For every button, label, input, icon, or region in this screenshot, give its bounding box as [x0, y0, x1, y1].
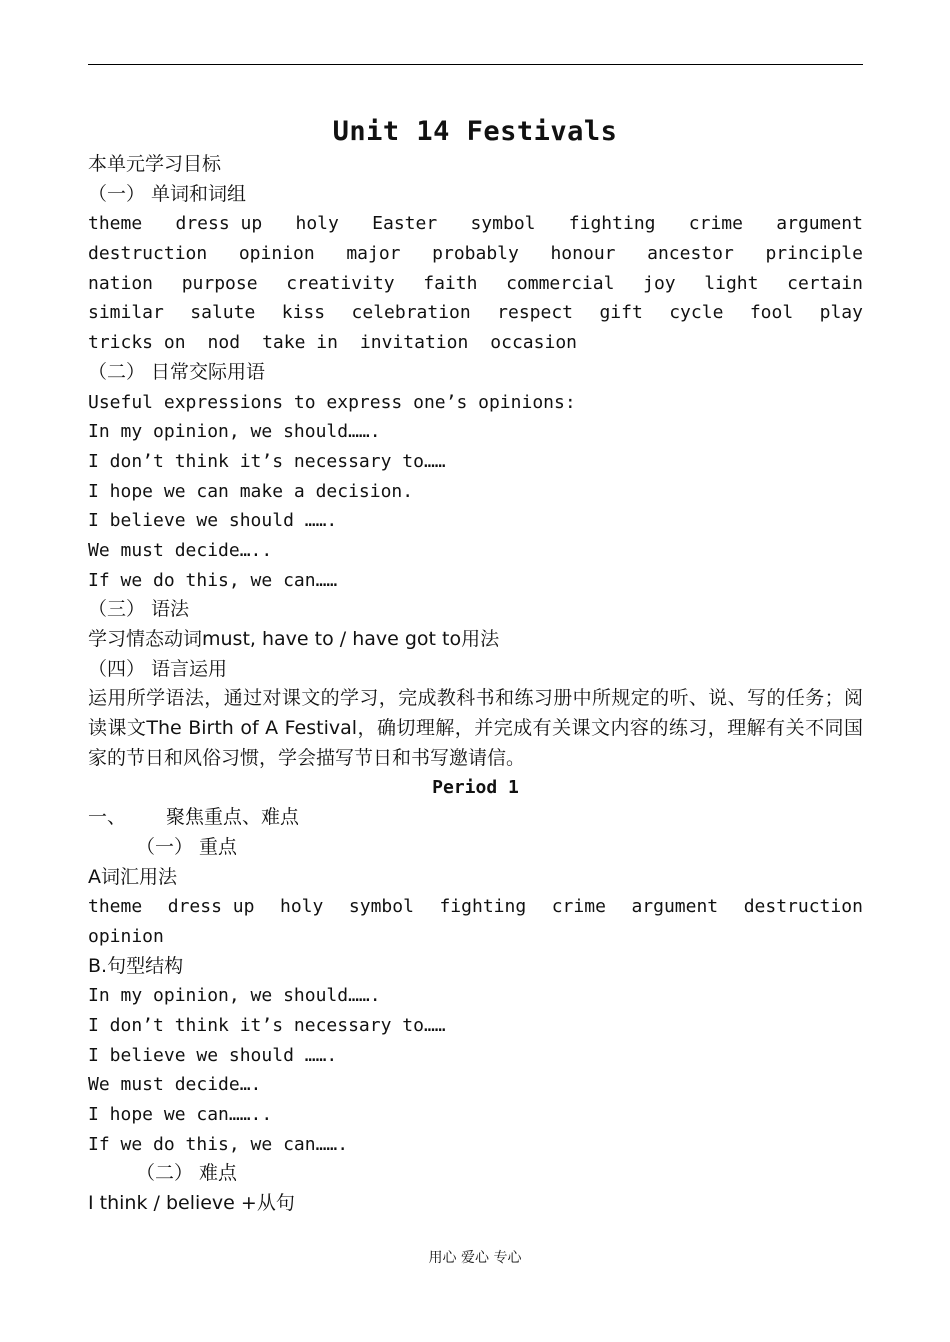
usage-paragraph: 运用所学语法，通过对课文的学习，完成教科书和练习册中所规定的听、说、写的任务；阅读课文The Birth of A Festival，确切理解，并完成有关课文内容的练习，理解有关不同国家的节日和风俗习惯，学会描写节日和书写邀请信。: [88, 687, 863, 769]
vocab-word: creativity: [286, 272, 395, 294]
vocab-word: nation: [88, 272, 154, 294]
document-body: [88, 150, 863, 1219]
vocab-word: kiss: [281, 302, 326, 324]
vocab-word: nod: [207, 332, 241, 354]
objectives-heading: 本单元学习目标: [88, 153, 222, 175]
vocab-word: similar: [88, 302, 164, 324]
expression-line: I hope we can make a decision.: [88, 480, 414, 502]
vocab-word: Easter: [372, 213, 438, 235]
key-word: holy: [279, 896, 324, 918]
section3-heading: （三） 语法: [88, 598, 190, 621]
difficult-points-heading: （二） 难点: [136, 1162, 238, 1185]
expression-line: Useful expressions to express one’s opinions:: [88, 391, 576, 413]
key-word: dress up: [167, 896, 255, 918]
sentence-line: I believe we should …….: [88, 1044, 338, 1066]
vocab-word: light: [704, 272, 759, 294]
focus-heading: 聚焦重点、难点: [166, 806, 300, 829]
vocab-word: cycle: [669, 302, 724, 324]
vocab-word: purpose: [181, 272, 258, 294]
vocab-word: play: [819, 302, 863, 324]
section1-heading: （一） 单词和词组: [88, 182, 247, 205]
vocab-word: celebration: [351, 302, 471, 324]
expression-line: I don’t think it’s necessary to……: [88, 450, 446, 472]
vocab-word: tricks on: [88, 332, 186, 354]
key-points-heading: （一） 重点: [136, 835, 238, 858]
section4-heading: （四） 语言运用: [88, 657, 228, 680]
vocab-word: argument: [776, 213, 863, 235]
vocab-row: [88, 298, 863, 328]
vocab-word: destruction: [88, 243, 208, 265]
vocab-word: respect: [497, 302, 574, 324]
vocab-word: symbol: [470, 213, 536, 235]
sentence-line: In my opinion, we should…….: [88, 985, 381, 1007]
vocab-row: [88, 239, 863, 269]
expression-line: In my opinion, we should…….: [88, 421, 381, 443]
header-rule: [88, 64, 863, 65]
difficult-line: I think / believe +从句: [88, 1192, 295, 1215]
expression-line: I believe we should …….: [88, 510, 338, 532]
key-word: crime: [551, 896, 606, 918]
key-word: argument: [631, 896, 719, 918]
vocab-word: joy: [643, 272, 676, 294]
expression-line: If we do this, we can……: [88, 569, 338, 591]
sentence-line: I don’t think it’s necessary to……: [88, 1014, 446, 1036]
vocab-row: [88, 269, 863, 299]
vocab-word: fool: [749, 302, 794, 324]
sentence-line: If we do this, we can…….: [88, 1133, 349, 1155]
vocab-word: opinion: [238, 243, 315, 265]
grammar-line: 学习情态动词must, have to / have got to用法: [88, 628, 500, 650]
vocab-usage-heading: A词汇用法: [88, 865, 177, 888]
key-word: fighting: [439, 896, 527, 918]
vocab-word: gift: [599, 302, 643, 324]
vocab-word: salute: [190, 302, 256, 324]
vocab-word: commercial: [506, 272, 615, 294]
vocab-word: probably: [432, 243, 519, 265]
page-title: Unit 14 Festivals: [332, 116, 618, 147]
vocab-word: take in: [262, 332, 338, 354]
vocab-word: ancestor: [647, 243, 734, 265]
vocab-word: faith: [423, 272, 478, 294]
sentence-structure-heading: B.句型结构: [88, 954, 184, 977]
key-word: symbol: [348, 896, 414, 918]
vocab-word: principle: [765, 243, 863, 265]
vocab-row: [88, 209, 863, 239]
key-words-row: opinion: [88, 925, 164, 947]
focus-number: 一、: [88, 806, 127, 829]
key-words-row: [88, 892, 863, 922]
page-footer: 用心 爱心 专心: [428, 1250, 522, 1266]
vocab-word: invitation: [359, 332, 469, 354]
key-word: destruction: [743, 896, 863, 918]
focus-heading-row: [88, 803, 863, 833]
vocab-word: holy: [295, 213, 339, 235]
expression-line: We must decide…..: [88, 539, 273, 561]
period-title: Period 1: [432, 777, 519, 799]
vocab-word: dress up: [175, 213, 263, 235]
vocab-word: certain: [787, 272, 863, 294]
vocab-word: crime: [688, 213, 743, 235]
vocab-word: honour: [550, 243, 616, 265]
sentence-line: I hope we can……..: [88, 1104, 273, 1126]
vocab-word: occasion: [490, 332, 577, 354]
vocab-word: major: [346, 243, 401, 265]
vocab-word: fighting: [568, 213, 656, 235]
sentence-line: We must decide….: [88, 1074, 262, 1096]
vocab-row: [88, 328, 863, 358]
vocab-word: theme: [88, 213, 143, 235]
section2-heading: （二） 日常交际用语: [88, 360, 266, 383]
key-word: theme: [88, 896, 143, 918]
